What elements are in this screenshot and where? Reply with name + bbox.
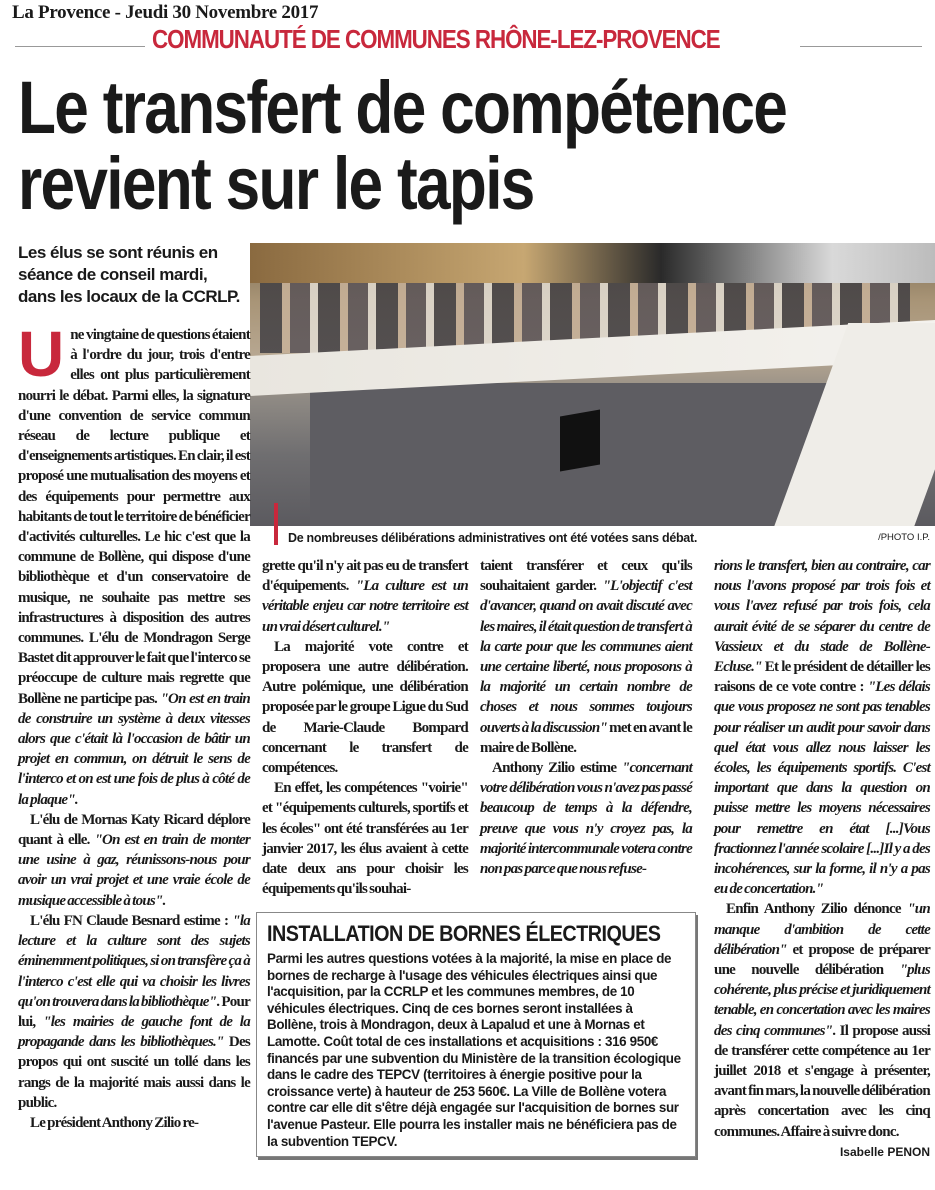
photo-caption — [274, 527, 934, 547]
divider — [800, 46, 922, 47]
body-text: met en avant le maire de Bollène. — [480, 719, 693, 756]
sidebar-box — [256, 912, 696, 1157]
article-column-2 — [262, 556, 468, 899]
body-text: Et le président de détailler les raisons de ce vote contre : — [714, 659, 930, 696]
body-text: Enfin Anthony Zilio dénonce — [726, 901, 908, 918]
caption-bar — [274, 503, 278, 545]
box-text: Parmi les autres questions votées à la majorité, la mise en place de bornes de recharge à l'usage des véhicules électriques ainsi que l'acquisition, par la CCRLP et les communes membres, de 10 véhicules électriques. Cinq de ces bornes seront installées à Bollène, trois à Mondragon, deux à Lapalud et une à Mornas et Lamotte. Coût total de ces installations et acquisitions : 316 950€ financés par une subvention du Ministère de la transition écologique dans le cadre des TEPCV (territoires à énergie positive pour la croissance verte) à hauteur de 253 560€. La Ville de Bollène votera contre car elle dit s'être déjà engagée sur l'acquisition de bornes sur l'avenue Pasteur. Elle pourra les installer mais ne bénéficiera pas de la subvention TEPCV. — [267, 951, 681, 1149]
article-paragraph — [18, 1113, 250, 1133]
headline-line: revient sur le tapis — [18, 142, 534, 225]
article-paragraph — [714, 899, 930, 1159]
quote-text: "la lecture et la culture sont des sujets éminemment politiques, si on transfère ça à l'interco c'est elle qui va choisir les livres qu'on trouvera dans la bibliothèque" — [18, 912, 250, 1010]
body-text: Des propos qui ont suscité un tollé dans les rangs de la majorité mais aussi dans le public. — [18, 1034, 251, 1111]
article-column-4 — [714, 556, 930, 1159]
body-text: Le président Anthony Zilio re- — [30, 1114, 199, 1131]
quote-text: "un manque d'ambition de cette délibération" — [714, 901, 930, 958]
quote-text: "Les délais que vous proposez ne sont pas tenables pour réaliser un audit pour savoir dans quel état vous allez nous laisser les écoles, les équipements sportifs. C'est important que dans la question on puisse mettre les moyens nécessaires pour remettre en état [...]Vous fractionnez l'année scolaire [...]Il y a des incohérences, sur la forme, il n'y a pas eu de concertation." — [714, 679, 930, 898]
quote-text: "La culture est un véritable enjeu car notre territoire est un vrai désert culturel." — [262, 578, 468, 635]
article-paragraph — [18, 911, 250, 1113]
article-paragraph — [714, 556, 930, 899]
lead-paragraph: Les élus se sont réunis en séance de conseil mardi, dans les locaux de la CCRLP. — [18, 243, 240, 306]
article-paragraph — [18, 318, 250, 810]
headline — [18, 66, 787, 225]
body-text: . Pour lui, — [18, 993, 250, 1030]
body-text: taient transférer et ceux qu'ils souhaitaient garder. — [480, 558, 692, 595]
section-rubric — [0, 24, 935, 54]
body-text: . Il propose aussi de transférer cette compétence au 1er juillet 2018 et s'engage à présenter, avant fin mars, la nouvelle délibération après concertation avec les cinq communes. Affaire à suivre donc. — [714, 1022, 930, 1140]
quote-text: "concernant votre délibération vous n'avez pas passé beaucoup de temps à la défendre, preuve que vous n'y croyez pas, la majorité intercommunale votera contre non pas parce que nous refuse- — [480, 760, 692, 878]
quote-text: "On est en train de construire un système à deux vitesses alors que c'était là l'occasion de bâtir un projet en commun, on détruit le sens de l'interco et on est une fois de plus à côté de la plaque". — [18, 690, 250, 808]
quote-text: "les mairies de gauche font de la propagande dans les bibliothèques." — [18, 1013, 250, 1051]
article-paragraph — [262, 637, 468, 778]
body-text: grette qu'il n'y ait pas eu de transfert d'équipements. — [262, 558, 468, 595]
body-text: Anthony Zilio estime — [492, 760, 622, 777]
quote-text: rions le transfert, bien au contraire, car nous l'avons proposé par trois fois et vous l'avez refusé par trois fois, cela aurait évité de se séparer du centre de Vassieux et du stade de Bollène-Ecluse." — [714, 558, 930, 676]
caption-text: De nombreuses délibérations administratives ont été votées sans débat. — [288, 531, 697, 545]
body-text: En effet, les compétences "voirie" et "équipements culturels, sportifs et les écoles" ont été transférées au 1er janvier 2017, les élus avaient à cette date deux ans pour choisir les équipements qu'ils souhai- — [262, 780, 468, 898]
masthead: La Provence - Jeudi 30 Novembre 2017 — [12, 2, 319, 23]
photo-credit: /PHOTO I.P. — [878, 532, 930, 543]
body-text: L'élu FN Claude Besnard estime : — [30, 912, 233, 929]
article-paragraph — [480, 556, 692, 758]
article-paragraph — [262, 556, 468, 637]
rubric-title: COMMUNAUTÉ DE COMMUNES RHÔNE-LEZ-PROVENCE — [152, 24, 720, 54]
quote-text: "On est en train de monter une usine à gaz, réunissons-nous pour avoir un vrai projet et une vraie école de musique accessible à tous". — [18, 832, 250, 909]
article-paragraph — [18, 810, 250, 911]
article-column-3 — [480, 556, 692, 879]
body-text: ne vingtaine de questions étaient à l'ordre du jour, trois d'entre elles ont plus particulièrement nourri le débat. Parmi elles, la signature d'une convention de service commun réseau de lecture publique et d'enseignements artistiques. En clair, il est proposé une mutualisation des moyens et des équipements pour permettre aux habitants de tout le territoire de bénéficier d'activités culturelles. Le hic c'est que la commune de Bollène, qui dispose d'une bibliothèque et d'un conservatoire de musique, ne souhaite pas mettre ses infrastructures à disposition des autres communes. L'élu de Mondragon Serge Bastet dit approuver le fait que l'interco se préoccupe de culture mais regrette que Bollène ne participe pas. — [18, 327, 250, 707]
divider — [15, 46, 145, 47]
box-title: INSTALLATION DE BORNES ÉLECTRIQUES — [267, 921, 661, 946]
article-paragraph — [480, 758, 692, 879]
meeting-photo — [250, 243, 935, 526]
body-text: et propose de préparer une nouvelle délibération — [714, 941, 930, 979]
drop-cap: U — [18, 318, 65, 390]
article-paragraph — [262, 778, 468, 899]
body-text: La majorité vote contre et proposera une autre délibération. Autre polémique, une délibération proposée par le groupe Ligue du Sud de Marie-Claude Bompard concernant le transfert de compétences. — [262, 638, 468, 777]
quote-text: "plus cohérente, plus précise et juridiquement tenable, en concertation avec les maires des cinq communes" — [714, 962, 930, 1039]
article-column-1 — [18, 318, 251, 1133]
quote-text: "L'objectif c'est d'avancer, quand on avait discuté avec les maires, il était question de transfert à la carte pour que les communes aient une certaine liberté, nous proposons à la majorité un certain nombre de choses et nous sommes toujours ouverts à la discussion" — [480, 578, 692, 736]
author-signature: Isabelle PENON — [839, 1144, 930, 1159]
body-text: L'élu de Mornas Katy Ricard déplore quant à elle. — [18, 811, 250, 849]
headline-line: Le transfert de compétence — [18, 66, 787, 149]
